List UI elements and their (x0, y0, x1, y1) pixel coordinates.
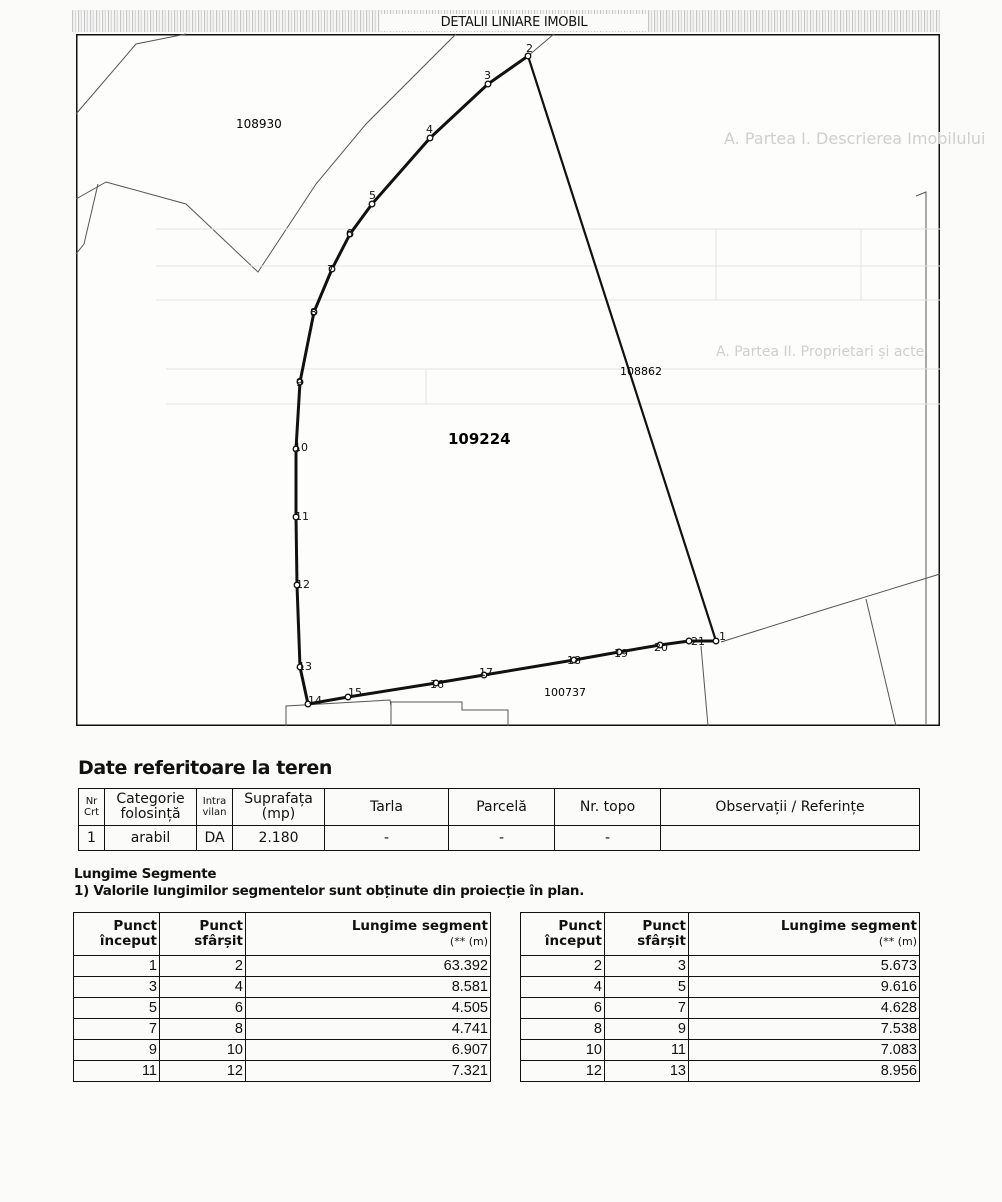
parcel-label-nw: 108930 (236, 117, 282, 131)
vertex-4 (427, 135, 433, 141)
segments-heading (74, 866, 584, 900)
svg-text:8: 8 (310, 306, 317, 319)
cell-tarla: - (325, 826, 449, 851)
cell-punct-inceput: 4 (521, 977, 605, 998)
cell-punct-sfarsit: 4 (160, 977, 246, 998)
cell-punct-inceput: 2 (521, 956, 605, 977)
cell-punct-inceput: 3 (74, 977, 160, 998)
header-punct-sfarsit: Punct sfârșit (605, 913, 689, 956)
cell-punct-inceput: 5 (74, 998, 160, 1019)
parcel-label-south: 100737 (544, 686, 586, 699)
svg-text:2: 2 (526, 42, 533, 55)
segment-row (74, 998, 491, 1019)
segment-row (521, 977, 920, 998)
segment-row (521, 1061, 920, 1082)
segments-table-right (520, 912, 920, 1082)
svg-text:21: 21 (691, 635, 705, 648)
cell-lungime: 9.616 (689, 977, 920, 998)
svg-text:20: 20 (654, 641, 668, 654)
svg-text:12: 12 (296, 578, 310, 591)
svg-text:19: 19 (614, 647, 628, 660)
map-frame-title: DETALII LINIARE IMOBIL (380, 14, 648, 31)
ghost-title-2: A. Partea II. Proprietari și acte (716, 344, 925, 360)
cell-observatii (661, 826, 920, 851)
header-categorie: Categorie folosință (105, 789, 197, 826)
segment-row (74, 1061, 491, 1082)
header-lungime: Lungime segment (** (m) (689, 913, 920, 956)
cell-nr-topo: - (555, 826, 661, 851)
svg-text:18: 18 (567, 654, 581, 667)
cell-lungime: 4.628 (689, 998, 920, 1019)
segment-row (74, 977, 491, 998)
svg-text:14: 14 (308, 694, 322, 707)
cell-punct-sfarsit: 2 (160, 956, 246, 977)
cell-punct-sfarsit: 11 (605, 1040, 689, 1061)
cell-punct-inceput: 1 (74, 956, 160, 977)
vertex-5 (369, 201, 375, 207)
cell-lungime: 5.673 (689, 956, 920, 977)
teren-table (78, 788, 920, 851)
cell-lungime: 7.321 (246, 1061, 491, 1082)
svg-text:16: 16 (430, 678, 444, 691)
segments-table-left (73, 912, 491, 1082)
cell-intravilan: DA (197, 826, 233, 851)
svg-text:3: 3 (484, 69, 491, 82)
teren-section-title: Date referitoare la teren (78, 757, 332, 779)
cell-lungime: 63.392 (246, 956, 491, 977)
cell-punct-inceput: 8 (521, 1019, 605, 1040)
teren-row (79, 826, 920, 851)
header-tarla: Tarla (325, 789, 449, 826)
svg-text:11: 11 (295, 510, 309, 523)
cell-suprafata: 2.180 (233, 826, 325, 851)
header-nr-topo: Nr. topo (555, 789, 661, 826)
cell-lungime: 4.741 (246, 1019, 491, 1040)
cell-punct-sfarsit: 7 (605, 998, 689, 1019)
segment-row (74, 1019, 491, 1040)
header-punct-sfarsit: Punct sfârșit (160, 913, 246, 956)
header-suprafata: Suprafața (mp) (233, 789, 325, 826)
header-punct-inceput: Punct început (74, 913, 160, 956)
cadastral-map (76, 34, 986, 726)
segments-title: Lungime Segmente (74, 866, 217, 882)
parcel-label-east: 108862 (620, 365, 662, 378)
cell-lungime: 7.083 (689, 1040, 920, 1061)
cell-punct-sfarsit: 5 (605, 977, 689, 998)
segment-row (521, 998, 920, 1019)
cell-categorie: arabil (105, 826, 197, 851)
cell-punct-sfarsit: 8 (160, 1019, 246, 1040)
vertex-1 (713, 638, 719, 644)
cell-punct-inceput: 6 (521, 998, 605, 1019)
header-observatii: Observații / Referințe (661, 789, 920, 826)
header-intravilan: Intra vilan (197, 789, 233, 826)
vertex-3 (485, 81, 491, 87)
cell-punct-sfarsit: 3 (605, 956, 689, 977)
cell-punct-inceput: 12 (521, 1061, 605, 1082)
cell-lungime: 8.581 (246, 977, 491, 998)
svg-text:17: 17 (479, 666, 493, 679)
cell-punct-sfarsit: 9 (605, 1019, 689, 1040)
header-punct-inceput: Punct început (521, 913, 605, 956)
svg-text:7: 7 (327, 263, 334, 276)
segments-header-row (521, 913, 920, 956)
segment-row (74, 1040, 491, 1061)
header-lungime: Lungime segment (** (m) (246, 913, 491, 956)
svg-text:5: 5 (369, 189, 376, 202)
segments-header-row (74, 913, 491, 956)
teren-header-row (79, 789, 920, 826)
cell-lungime: 7.538 (689, 1019, 920, 1040)
segment-row (521, 1019, 920, 1040)
svg-text:10: 10 (294, 441, 308, 454)
cell-nr: 1 (79, 826, 105, 851)
parcel-label-main: 109224 (448, 430, 511, 448)
svg-text:1: 1 (719, 630, 726, 643)
segment-row (521, 956, 920, 977)
cell-punct-inceput: 7 (74, 1019, 160, 1040)
cell-punct-sfarsit: 12 (160, 1061, 246, 1082)
cell-lungime: 8.956 (689, 1061, 920, 1082)
cell-parcela: - (449, 826, 555, 851)
svg-text:6: 6 (346, 227, 353, 240)
svg-text:13: 13 (298, 660, 312, 673)
cell-punct-sfarsit: 13 (605, 1061, 689, 1082)
ghost-title: A. Partea I. Descrierea Imobilului (724, 129, 986, 148)
cell-punct-inceput: 11 (74, 1061, 160, 1082)
cell-punct-sfarsit: 6 (160, 998, 246, 1019)
cell-punct-inceput: 9 (74, 1040, 160, 1061)
svg-text:15: 15 (348, 686, 362, 699)
header-nr-crt: Nr Crt (79, 789, 105, 826)
segment-row (74, 956, 491, 977)
svg-text:4: 4 (426, 123, 433, 136)
cell-punct-inceput: 10 (521, 1040, 605, 1061)
cell-punct-sfarsit: 10 (160, 1040, 246, 1061)
segment-row (521, 1040, 920, 1061)
cell-lungime: 6.907 (246, 1040, 491, 1061)
svg-text:9: 9 (296, 376, 303, 389)
segments-note: 1) Valorile lungimilor segmentelor sunt obținute din proiecție în plan. (74, 883, 585, 899)
cell-lungime: 4.505 (246, 998, 491, 1019)
header-parcela: Parcelă (449, 789, 555, 826)
